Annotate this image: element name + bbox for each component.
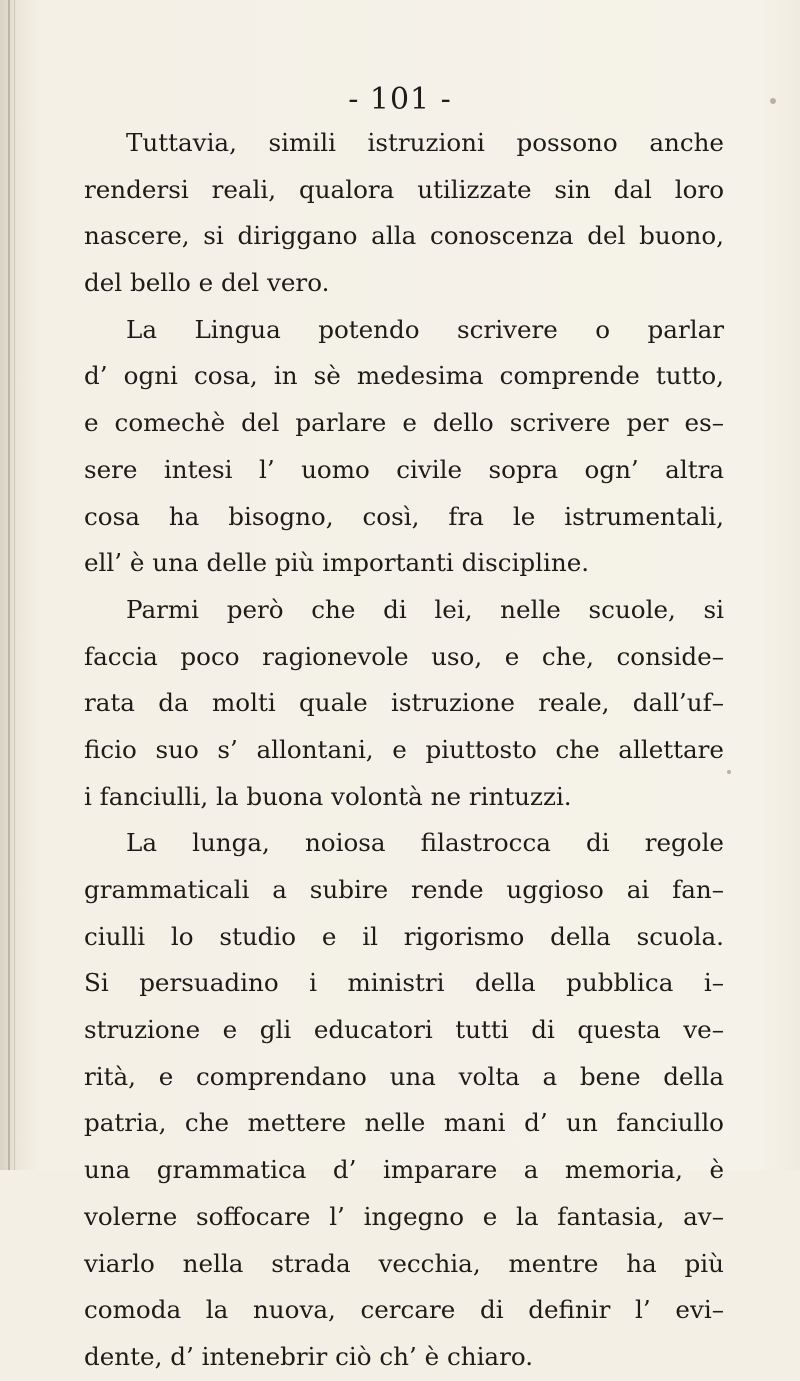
binding-edge	[8, 0, 10, 1170]
text-line: i fanciulli, la buona volontà ne rintuzzi.	[84, 781, 572, 811]
text-line: comoda la nuova, cercare di definir l’ evi–	[84, 1295, 724, 1325]
text-line: e comechè del parlare e dello scrivere per es–	[84, 408, 724, 438]
text-line: nascere, si diriggano alla conoscenza del buono,	[84, 221, 724, 251]
text-line: sere intesi l’ uomo civile sopra ogn’ altra	[84, 454, 724, 484]
text-line: La lunga, noiosa filastrocca di regole	[126, 828, 724, 858]
text-line: La Lingua potendo scrivere o parlar	[126, 314, 724, 344]
text-line: d’ ogni cosa, in sè medesima comprende tutto,	[84, 361, 724, 391]
paper-speck	[727, 770, 731, 774]
text-line: del bello e del vero.	[84, 268, 330, 298]
text-line: rità, e comprendano una volta a bene della	[84, 1061, 724, 1091]
body-text	[84, 120, 724, 1381]
page-number: - 101 -	[348, 82, 452, 117]
text-line: dente, d’ intenebrir ciò ch’ è chiaro.	[84, 1341, 534, 1371]
text-line: grammaticali a subire rende uggioso ai fan–	[84, 875, 724, 904]
text-line: struzione e gli educatori tutti di questa ve–	[84, 1015, 724, 1045]
text-line: rendersi reali, qualora utilizzate sin dal loro	[84, 174, 724, 204]
text-line: ficio suo s’ allontani, e piuttosto che allettare	[84, 734, 724, 764]
text-line: faccia poco ragionevole uso, e che, conside–	[84, 641, 724, 671]
text-line: Tuttavia, simili istruzioni possono anche	[126, 128, 724, 157]
text-line: Parmi però che di lei, nelle scuole, si	[126, 594, 724, 624]
text-line: patria, che mettere nelle mani d’ un fanciullo	[84, 1108, 724, 1138]
text-line: volerne soffocare l’ ingegno e la fantasia, av–	[84, 1201, 724, 1231]
text-line: Si persuadino i ministri della pubblica i–	[84, 968, 724, 998]
text-line: rata da molti quale istruzione reale, dall’uf–	[84, 688, 724, 718]
text-line: ciulli lo studio e il rigorismo della scuola.	[84, 921, 724, 951]
text-line: viarlo nella strada vecchia, mentre ha più	[84, 1248, 724, 1278]
binding-shadow	[14, 0, 15, 1170]
text-line: una grammatica d’ imparare a memoria, è	[84, 1155, 724, 1185]
text-line: ell’ è una delle più importanti discipline.	[84, 548, 590, 578]
text-line: cosa ha bisogno, così, fra le istrumentali,	[84, 501, 724, 531]
